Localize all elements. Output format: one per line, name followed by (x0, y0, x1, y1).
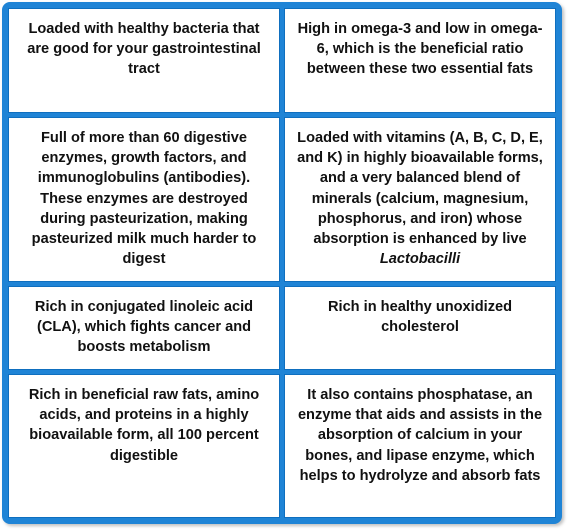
benefit-text-5: Rich in conjugated linoleic acid (CLA), which fights cancer and boosts metabolism (34, 299, 254, 356)
benefit-text-3: Full of more than 60 digestive enzymes, growth factors, and immunoglobulins (antibodies). These enzymes are destroyed during pasteurization, making pasteurized milk much harder to digest (31, 130, 257, 268)
benefit-cell-6 (284, 286, 556, 370)
benefit-text-6: Rich in healthy unoxidized cholesterol (327, 299, 513, 336)
benefit-cell-3 (8, 117, 280, 282)
benefit-text-2: High in omega-3 and low in omega-6, which is the beneficial ratio between these two essential fats (297, 21, 543, 78)
benefit-cell-8 (284, 374, 556, 518)
benefit-text-4 (297, 128, 543, 269)
benefit-text-1: Loaded with healthy bacteria that are good for your gastrointestinal tract (27, 21, 261, 78)
benefit-cell-7 (8, 374, 280, 518)
benefits-grid (8, 8, 556, 518)
benefit-text-8: It also contains phosphatase, an enzyme that aids and assists in the absorption of calcium in your bones, and lipase enzyme, which helps to hydrolyze and absorb fats (297, 387, 543, 484)
benefit-text-4-italic: Lactobacilli (379, 251, 461, 268)
benefit-cell-4 (284, 117, 556, 282)
benefit-text-4-main: Loaded with vitamins (A, B, C, D, E, and K) in highly bioavailable forms, and a very balanced blend of minerals (calcium, magnesium, phosphorus, and iron) whose absorption is enhanced by live (297, 130, 543, 248)
benefits-table (2, 2, 562, 524)
benefit-cell-5 (8, 286, 280, 370)
benefit-cell-1 (8, 8, 280, 113)
benefit-cell-2 (284, 8, 556, 113)
benefit-text-7: Rich in beneficial raw fats, amino acids, and proteins in a highly bioavailable form, all 100 percent digestible (28, 387, 260, 464)
